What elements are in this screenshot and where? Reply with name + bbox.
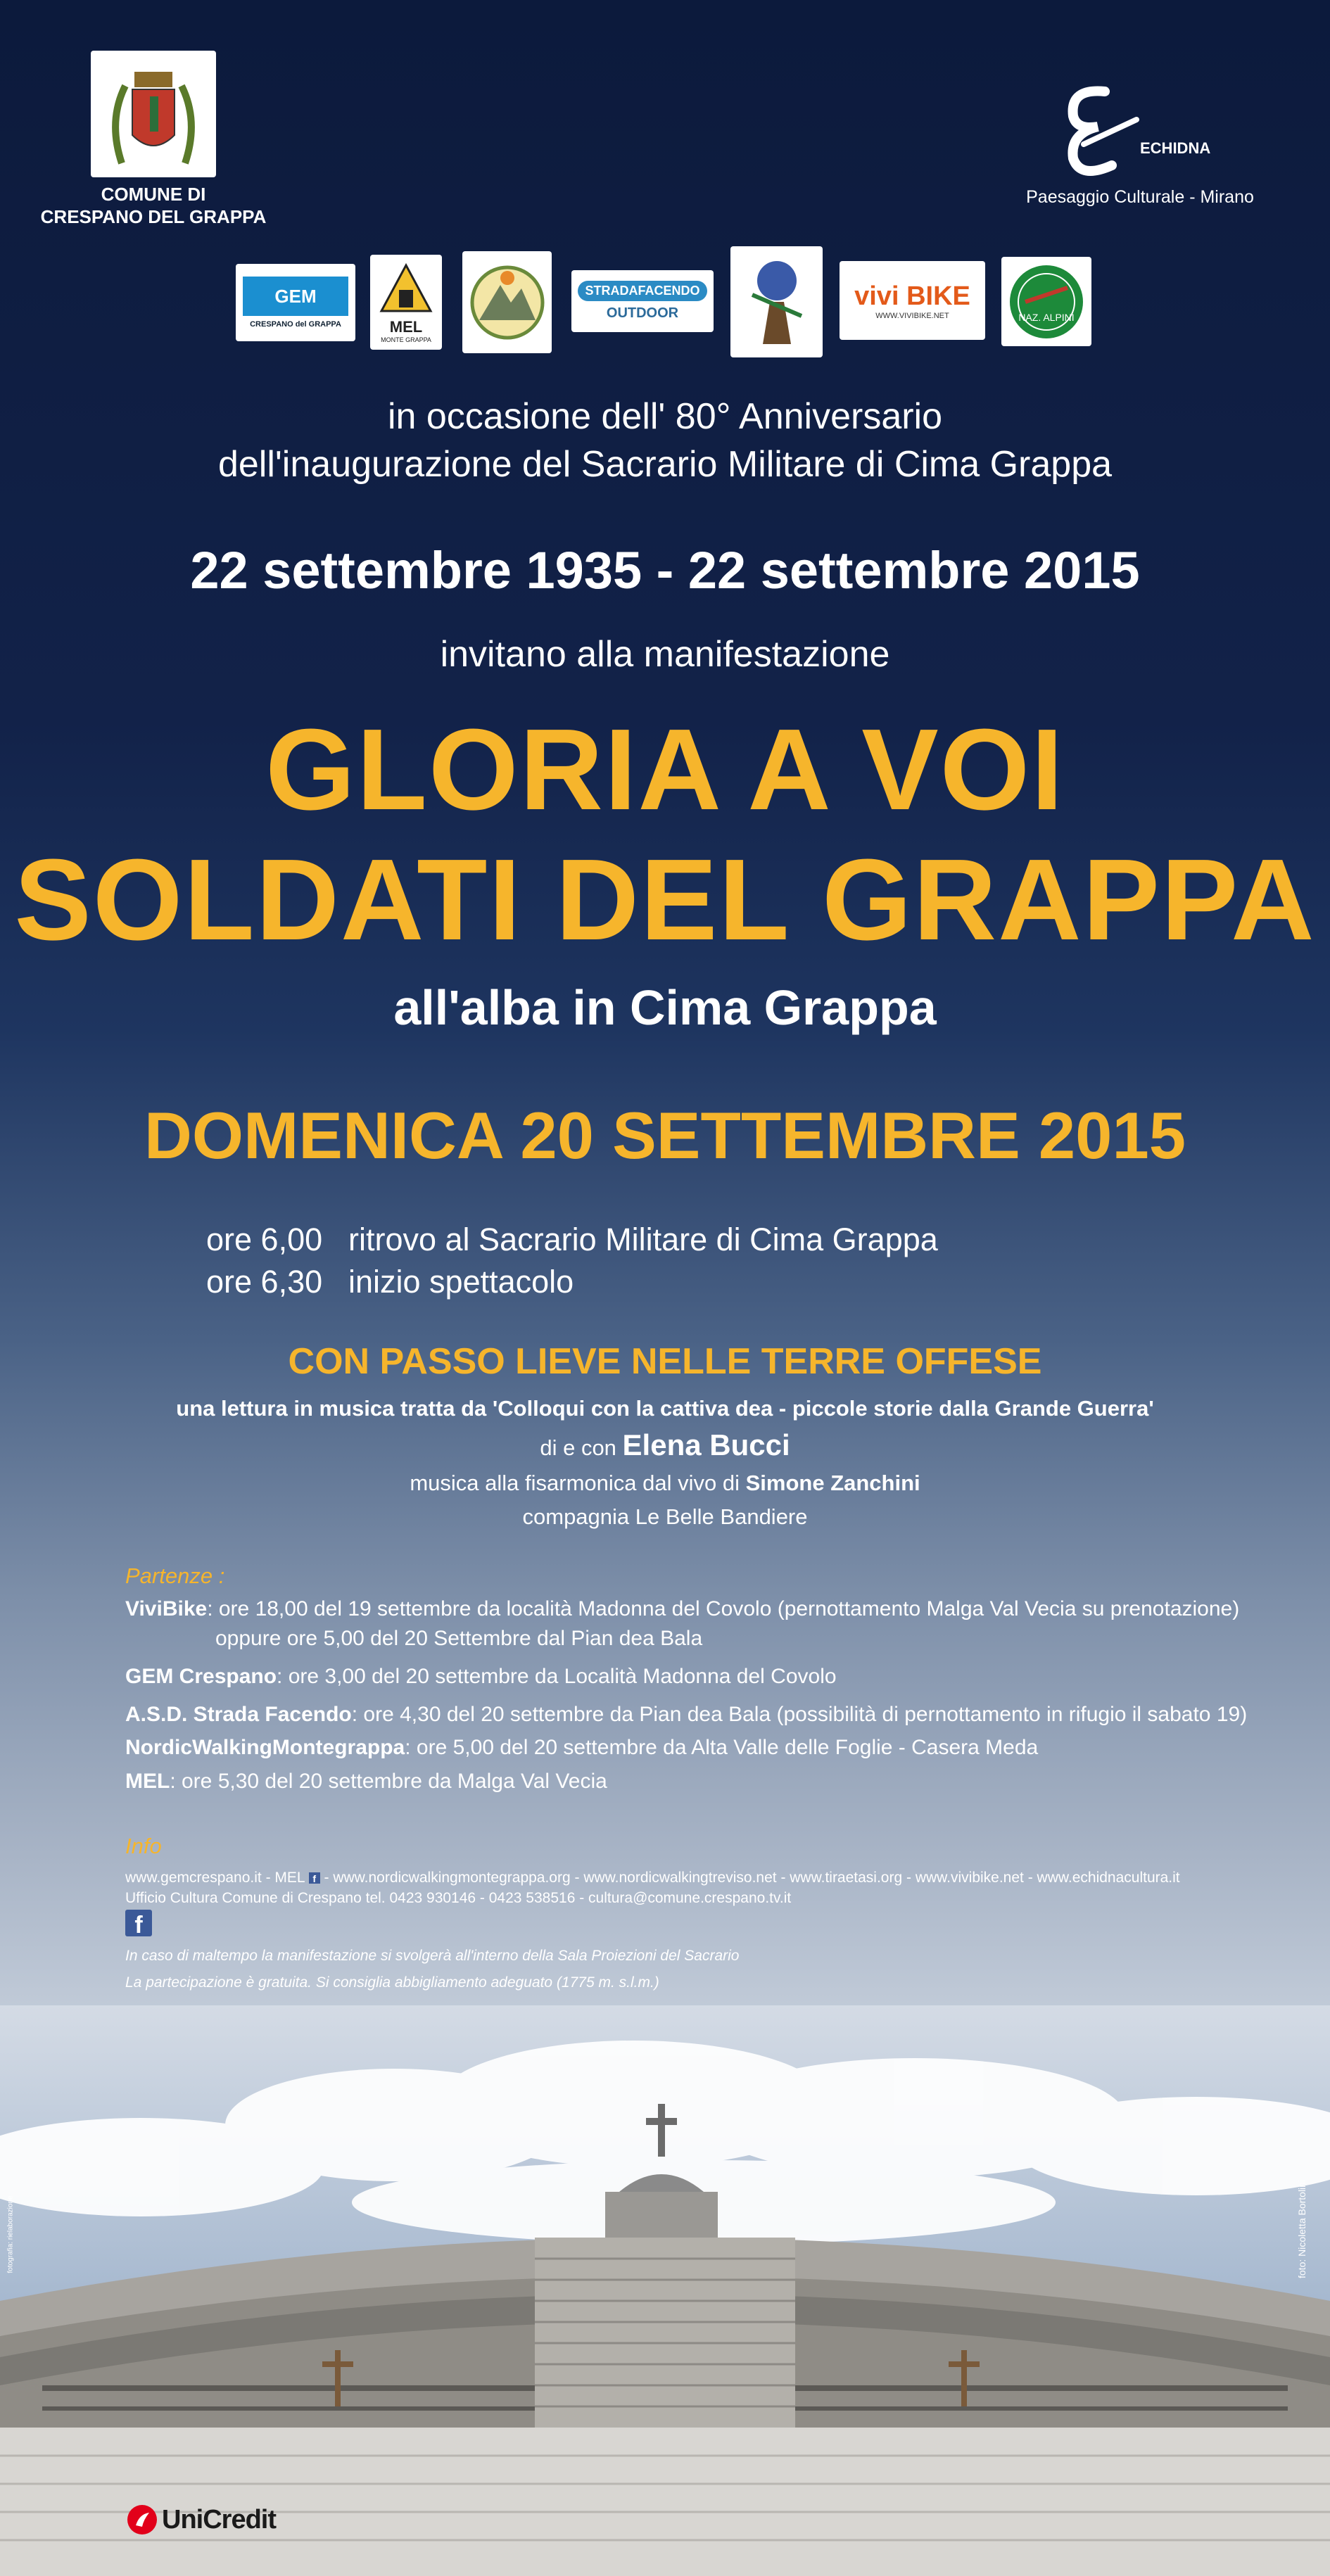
central-staircase [535,2238,795,2435]
departure-item: A.S.D. Strada Facendo: ore 4,30 del 20 settembre da Pian dea Bala (possibilità di pernottamento in rifugio il sabato 19) [125,1703,1248,1726]
unicredit-logo: UniCredit [127,2502,276,2537]
sponsor-logo-gem: GEM CRESPANO del GRAPPA [236,264,355,341]
anniversary-line-2: dell'inaugurazione del Sacrario Militare di Cima Grappa [217,444,1113,485]
photo-credit-right: foto: Nicoletta Bortolini [1296,2179,1307,2278]
sponsor-logo-alpini [1001,257,1091,346]
departure-item: MEL: ore 5,30 del 20 settembre da Malga Val Vecia [125,1770,607,1793]
echidna-mark-icon [1056,77,1140,183]
event-title-line-2: SOLDATI DEL GRAPPA [14,835,1316,964]
show-title: CON PASSO LIEVE NELLE TERRE OFFESE [288,1341,1042,1382]
sponsor-logo-nordic [730,246,823,357]
show-company: compagnia Le Belle Bandiere [522,1504,808,1529]
echidna-logo: ECHIDNA [1056,77,1217,183]
sponsor-logo-mel: MEL MONTE GRAPPA [370,255,442,350]
departure-item: GEM Crespano: ore 3,00 del 20 settembre da Località Madonna del Covolo [125,1665,837,1688]
show-description: una lettura in musica tratta da 'Colloqui con la cattiva dea - piccole storie dalla Grande Guerra' [176,1396,1154,1421]
event-title-line-1: GLORIA A VOI [265,705,1065,834]
show-music: musica alla fisarmonica dal vivo di Simone Zanchini [410,1471,920,1495]
departure-item: NordicWalkingMontegrappa: ore 5,00 del 20 settembre da Alta Valle delle Foglie - Casera Meda [125,1736,1039,1759]
comune-crest-logo [91,51,216,177]
unicredit-icon [127,2504,158,2535]
invitation-line: invitano alla manifestazione [440,634,890,675]
anniversary-dates: 22 settembre 1935 - 22 settembre 2015 [190,541,1140,599]
comune-name: COMUNE DI CRESPANO DEL GRAPPA [40,184,267,227]
departure-item: ViviBike: ore 18,00 del 19 settembre da località Madonna del Covolo (pernottamento Malga Val Vecia su prenotazione) [125,1597,1240,1620]
sponsor-logo-vivibike: vivi BIKE WWW.VIVIBIKE.NET [840,261,985,340]
anniversary-line-1: in occasione dell' 80° Anniversario [387,396,943,437]
info-note-weather: In caso di maltempo la manifestazione si svolgerà all'interno della Sala Proiezioni del Sacrario [125,1948,740,1964]
photo-credit-left: fotografia: rielaborazione [6,2195,15,2273]
event-subtitle: all'alba in Cima Grappa [393,980,937,1035]
info-heading: Info [125,1834,162,1858]
facebook-icon[interactable]: f [309,1872,320,1884]
info-note-participation: La partecipazione è gratuita. Si consiglia abbigliamento adeguato (1775 m. s.l.m.) [125,1974,659,1991]
svg-text:NAZ. ALPINI: NAZ. ALPINI [1018,311,1075,323]
info-office: Ufficio Cultura Comune di Crespano tel. 0423 930146 - 0423 538516 - cultura@comune.crespano.tv.it [125,1890,792,1906]
departure-item-extra: oppure ore 5,00 del 20 Settembre dal Pian dea Bala [215,1627,703,1650]
sponsor-logo-stradafacendo: STRADAFACENDO OUTDOOR [571,270,714,332]
sacrario-top [605,2192,718,2241]
departures-heading: Partenze : [125,1563,225,1588]
event-date: DOMENICA 20 SETTEMBRE 2015 [144,1098,1186,1172]
sacrario-illustration [0,2005,1330,2576]
echidna-subtitle: Paesaggio Culturale - Mirano [1026,187,1254,207]
show-performer: di e con Elena Bucci [540,1428,790,1461]
schedule-item: ore 6,00 ritrovo al Sacrario Militare di Cima Grappa [206,1222,938,1257]
sponsor-logo-mountain [462,251,552,353]
info-websites: www.gemcrespano.it - MEL f - www.nordicwalkingmontegrappa.org - www.nordicwalkingtreviso.net - www.tiraetasi.org - www.vivibike.net - www.echidnacultura.it [125,1870,1180,1886]
schedule-item: ore 6,30 inizio spettacolo [206,1264,574,1300]
facebook-icon[interactable]: f [125,1910,152,1936]
